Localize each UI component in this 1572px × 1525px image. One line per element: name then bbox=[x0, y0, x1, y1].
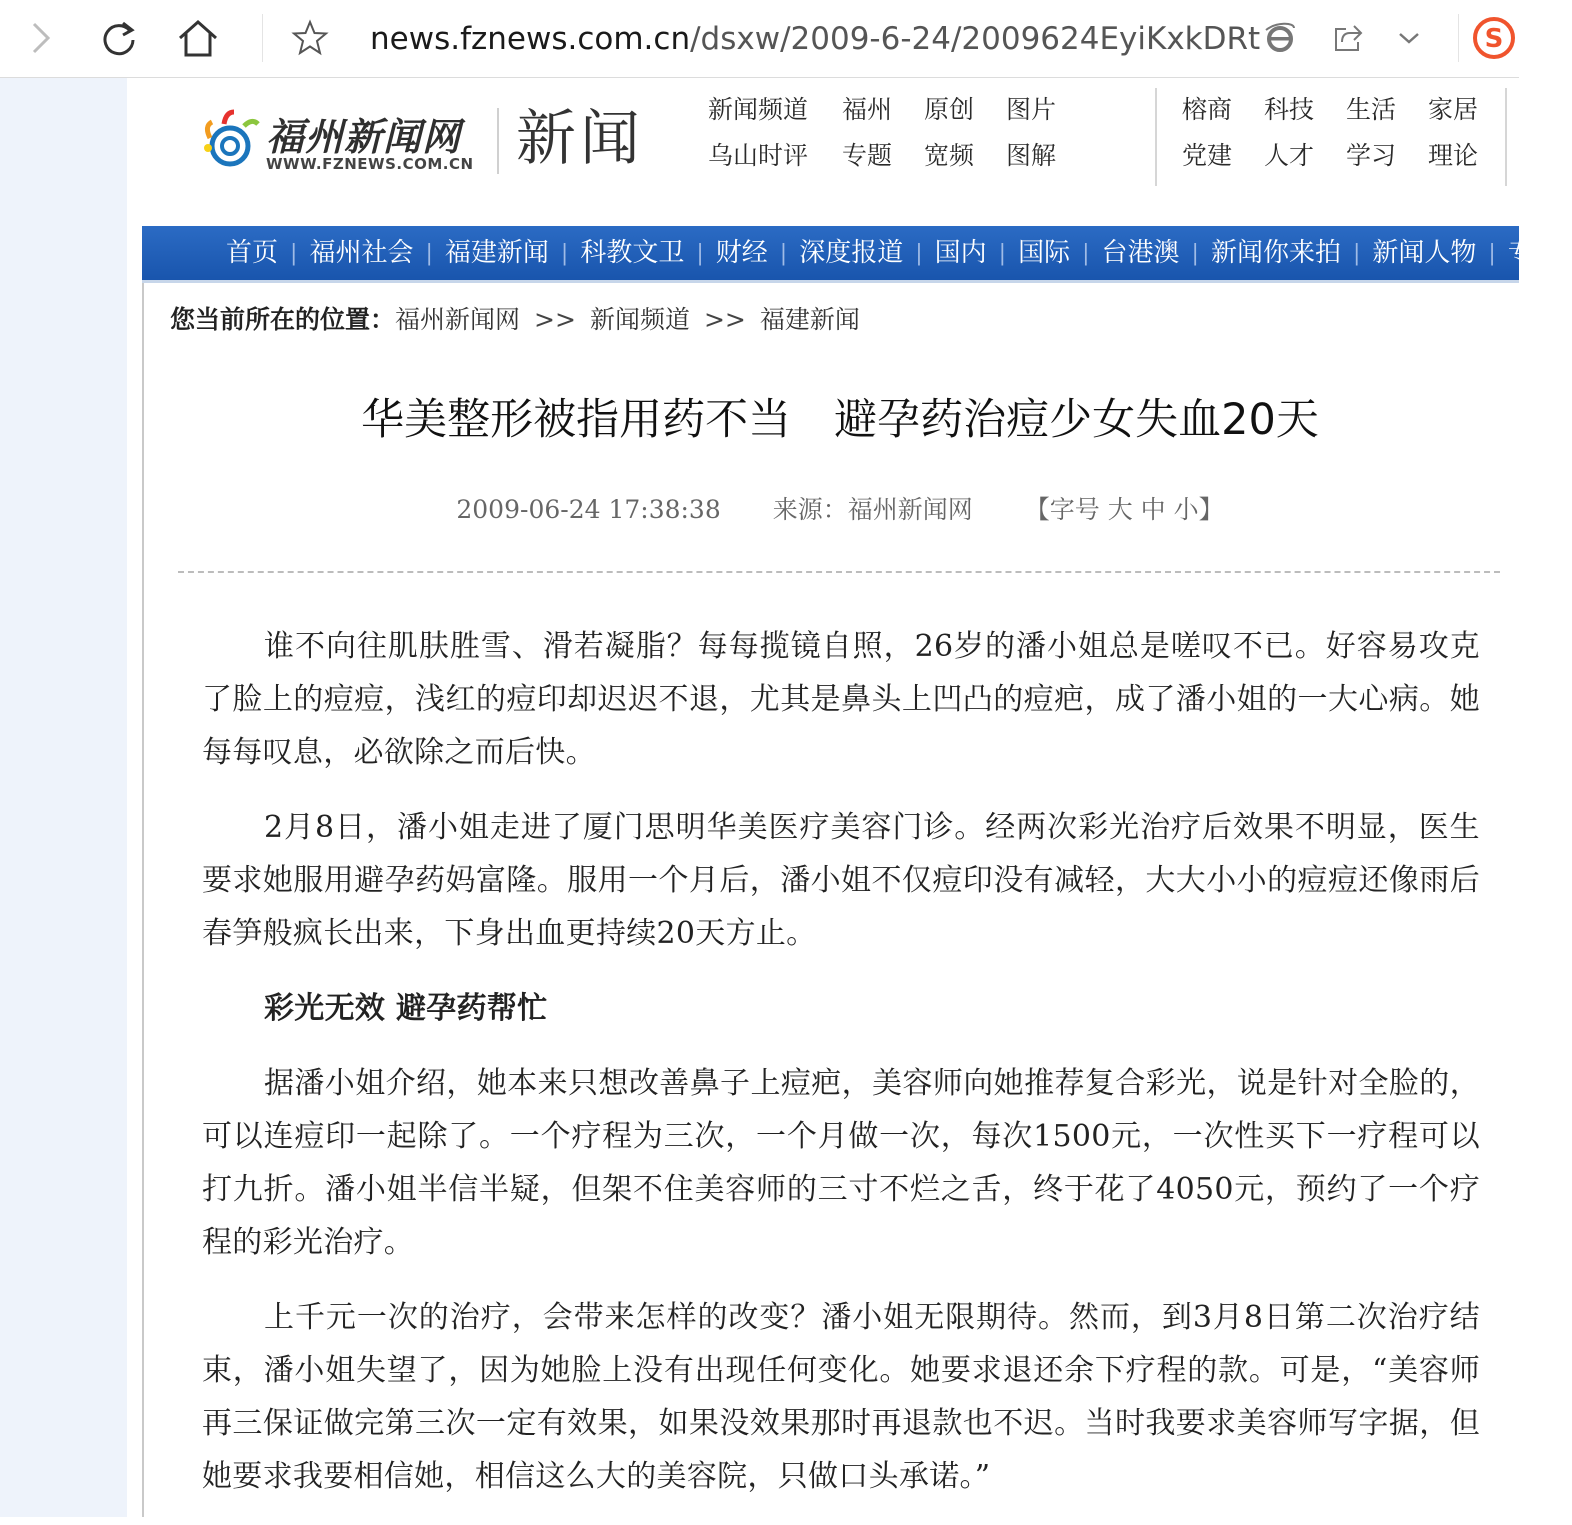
nav-separator: | bbox=[1352, 240, 1361, 266]
main-nav-item[interactable]: 新闻人物 bbox=[1372, 238, 1477, 268]
main-nav-item[interactable]: 台港澳 bbox=[1101, 238, 1180, 268]
header-nav-link[interactable]: 生活 bbox=[1346, 95, 1397, 124]
main-nav-item[interactable]: 新闻你来拍 bbox=[1210, 238, 1341, 268]
main-nav-item[interactable]: 福建新闻 bbox=[444, 238, 549, 268]
favorite-star-icon[interactable] bbox=[284, 12, 336, 64]
ie-mode-icon[interactable] bbox=[1254, 12, 1306, 64]
nav-separator: | bbox=[779, 240, 788, 266]
breadcrumb-separator: >> bbox=[703, 305, 746, 334]
logo-title: 福州新闻网 bbox=[266, 115, 462, 159]
article-paragraph: 谁不向往肌肤胜雪、滑若凝脂？每每揽镜自照，26岁的潘小姐总是嗟叹不已。好容易攻克了脸上的痘痘，浅红的痘印却迟迟不退，尤其是鼻头上凹凸的痘疤，成了潘小姐的一大心病。她每每叹息，必欲除之而后快。 bbox=[202, 629, 1480, 770]
article-title: 华美整形被指用药不当 避孕药治痘少女失血20天 bbox=[361, 395, 1319, 445]
svg-text:S: S bbox=[1484, 24, 1504, 54]
logo-url: WWW.FZNEWS.COM.CN bbox=[266, 155, 474, 173]
main-nav-item[interactable]: 首页 bbox=[226, 238, 279, 268]
main-nav-item[interactable]: 福州社会 bbox=[309, 238, 414, 268]
article-body bbox=[202, 620, 1480, 1525]
meta-divider bbox=[178, 571, 1500, 573]
main-nav-item[interactable]: 专题 bbox=[1507, 238, 1560, 268]
nav-separator: | bbox=[1488, 240, 1496, 266]
header-nav-link[interactable]: 榕商 bbox=[1182, 95, 1233, 124]
logo-mark-icon bbox=[200, 104, 270, 184]
breadcrumb-link[interactable]: 福州新闻网 bbox=[395, 305, 521, 334]
header-nav-link[interactable]: 新闻频道 bbox=[708, 95, 809, 124]
header-nav-link[interactable]: 科技 bbox=[1264, 95, 1315, 124]
section-title: 新闻 bbox=[516, 104, 644, 174]
dropdown-icon[interactable] bbox=[1383, 12, 1435, 64]
header-nav-primary bbox=[708, 92, 1086, 174]
article-meta bbox=[144, 492, 1536, 528]
sogou-icon[interactable] bbox=[1468, 12, 1520, 64]
toolbar-separator-2 bbox=[1458, 14, 1459, 62]
header-nav-link[interactable]: 宽频 bbox=[924, 141, 975, 170]
nav-separator: | bbox=[696, 240, 704, 266]
header-nav-link[interactable]: 学习 bbox=[1346, 141, 1397, 170]
font-size-control[interactable]: 【字号 大 中 小】 bbox=[1024, 495, 1224, 524]
content-left-border bbox=[142, 283, 144, 1517]
header-nav-link[interactable]: 人才 bbox=[1264, 141, 1315, 170]
article-subheading: 彩光无效 避孕药帮忙 bbox=[264, 991, 548, 1026]
header-nav-link[interactable]: 图解 bbox=[1006, 141, 1057, 170]
browser-toolbar bbox=[0, 0, 1519, 78]
breadcrumb-separator: >> bbox=[534, 305, 576, 334]
main-nav-bar bbox=[142, 226, 1560, 283]
nav-separator: | bbox=[560, 240, 569, 266]
forward-icon[interactable] bbox=[14, 12, 66, 64]
main-nav-item[interactable]: 财经 bbox=[715, 238, 768, 268]
header-nav-link[interactable]: 乌山时评 bbox=[708, 141, 809, 170]
nav-separator: | bbox=[425, 240, 433, 266]
article-paragraph: 上千元一次的治疗，会带来怎样的改变？潘小姐无限期待。然而，到3月8日第二次治疗结束，潘小姐失望了，因为她脸上没有出现任何变化。她要求退还余下疗程的款。可是，“美容师再三保证做完第三次一定有效果，如果没效果那时再退款也不迟。当时我要求美容师写字据，但她要求我要相信她，相信这么大的美容院，只做口头承诺。” bbox=[202, 1300, 1480, 1494]
header-nav-link[interactable]: 福州 bbox=[842, 95, 893, 124]
breadcrumb-label: 您当前所在的位置： bbox=[170, 305, 396, 334]
nav-separator: | bbox=[915, 240, 923, 266]
address-bar[interactable]: news.fznews.com.cn/dsxw/2009-6-24/2009624EyiKxkDRt bbox=[370, 21, 1261, 57]
header-nav-link[interactable]: 家居 bbox=[1428, 95, 1479, 124]
page-left-margin bbox=[0, 78, 127, 1517]
main-nav-item[interactable]: 深度报道 bbox=[799, 238, 904, 268]
nav-separator: | bbox=[998, 240, 1007, 266]
home-icon[interactable] bbox=[172, 12, 224, 64]
header-nav-secondary bbox=[1182, 92, 1508, 174]
breadcrumb-link[interactable]: 新闻频道 bbox=[589, 305, 690, 334]
header-nav-divider-right bbox=[1505, 88, 1507, 186]
article-datetime: 2009-06-24 17:38:38 bbox=[456, 495, 721, 524]
header-nav-link[interactable]: 专题 bbox=[842, 141, 893, 170]
main-nav-item[interactable]: 国际 bbox=[1018, 238, 1071, 268]
breadcrumb-link[interactable]: 福建新闻 bbox=[759, 305, 860, 334]
header-nav-link[interactable]: 理论 bbox=[1428, 141, 1479, 170]
main-nav-item[interactable]: 科教文卫 bbox=[580, 238, 685, 268]
header-nav-link[interactable]: 党建 bbox=[1182, 141, 1233, 170]
main-nav-item[interactable]: 国内 bbox=[934, 238, 987, 268]
article-source: 来源：福州新闻网 bbox=[772, 495, 973, 524]
article-paragraph: 2月8日，潘小姐走进了厦门思明华美医疗美容门诊。经两次彩光治疗后效果不明显，医生要求她服用避孕药妈富隆。服用一个月后，潘小姐不仅痘印没有减轻，大大小小的痘痘还像雨后春笋般疯长出来，下身出血更持续20天方止。 bbox=[202, 810, 1480, 951]
breadcrumb bbox=[170, 302, 860, 338]
toolbar-separator bbox=[262, 14, 263, 62]
header-nav-link[interactable]: 原创 bbox=[924, 95, 975, 124]
article-paragraph: 据潘小姐介绍，她本来只想改善鼻子上痘疤，美容师向她推荐复合彩光，说是针对全脸的，可以连痘印一起除了。一个疗程为三次，一个月做一次，每次1500元，一次性买下一疗程可以打九折。潘小姐半信半疑，但架不住美容师的三寸不烂之舌，终于花了4050元，预约了一个疗程的彩光治疗。 bbox=[202, 1066, 1480, 1260]
refresh-icon[interactable] bbox=[93, 12, 145, 64]
logo-divider bbox=[497, 108, 499, 174]
header-nav-link[interactable]: 图片 bbox=[1006, 95, 1057, 124]
nav-separator: | bbox=[1191, 240, 1199, 266]
nav-separator: | bbox=[1082, 240, 1090, 266]
header-nav-divider bbox=[1155, 88, 1157, 186]
nav-separator: | bbox=[290, 240, 298, 266]
share-icon[interactable] bbox=[1322, 12, 1374, 64]
